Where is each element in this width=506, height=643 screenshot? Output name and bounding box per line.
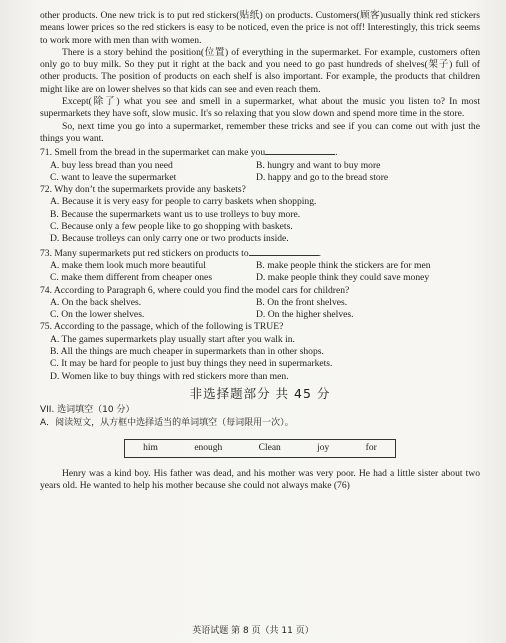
word-option: for — [365, 443, 377, 454]
option-row — [40, 297, 480, 309]
option-row — [40, 272, 480, 284]
question-stem — [40, 285, 480, 297]
question-stem-text: 71. Smell from the bread in the supermarket can make you — [40, 147, 266, 159]
option-row — [40, 260, 480, 272]
question-stem: 71. Smell from the bread in the supermarket can make you . — [40, 147, 338, 159]
passage-paragraph: other products. One new trick is to put red stickers(贴纸) on products. Customers(顾客)usually think red stickers means lower prices so the red stickers is easy to be noticed, even the price is not off! Interestingly, this trick seems to work more with men than with women. — [40, 10, 480, 46]
page-footer: 英语试题 第 8 页（共 11 页） — [192, 625, 314, 636]
part-instruction: A．阅读短文，从方框中选择适当的单词填空（每词限用一次）。 — [40, 417, 294, 428]
question-stem — [40, 184, 480, 196]
answer-option: B. On the front shelves. — [256, 296, 348, 308]
answer-option: C. Because only a few people like to go shopping with baskets. — [50, 221, 293, 233]
answer-option: A. buy less bread than you need — [50, 159, 173, 171]
answer-option: D. Because trolleys can only carry one or two products inside. — [50, 233, 289, 245]
answer-option: A. make them look much more beautiful — [50, 259, 206, 271]
question-stem — [40, 321, 480, 333]
answer-option: D. On the higher shelves. — [256, 309, 354, 321]
answer-option: C. On the lower shelves. — [50, 309, 145, 321]
answer-option: A. The games supermarkets play usually start after you walk in. — [50, 333, 295, 345]
part-heading: VII. 选词填空（10 分） — [40, 405, 135, 416]
answer-option: B. Because the supermarkets want us to use trolleys to buy more. — [50, 208, 301, 220]
question-stem-text: 74. According to Paragraph 6, where could you find the model cars for children? — [40, 284, 350, 296]
answer-option: C. make them different from cheaper ones — [50, 272, 213, 284]
cloze-paragraph: Henry was a kind boy. His father was dead, and his mother was very poor. He had a little sister about two years old. He wanted to help his mother because she could not always make (76) — [40, 467, 480, 492]
answer-option: B. All the things are much cheaper in supermarkets than in other shops. — [50, 346, 324, 358]
answer-option: D. make people think they could save money — [256, 272, 430, 284]
option-row — [40, 172, 480, 184]
question-75 — [40, 321, 480, 382]
answer-option: A. Because it is very easy for people to carry baskets when shopping. — [50, 196, 317, 208]
question-stem-text: 72. Why don’t the supermarkets provide any baskets? — [40, 184, 246, 196]
answer-blank — [265, 145, 335, 155]
passage-paragraph: There is a story behind the position(位置) of everything in the supermarket. For example, customers often only go to buy milk. So they put it right at the back and you need to go past hundreds of shelves(架子) full of other products. The position of products on each shelf is also important. For example, the products that children might like are on lower shelves so that kids can see and even reach them. — [40, 46, 480, 95]
question-74 — [40, 285, 480, 322]
answer-option: D. Women like to buy things with red stickers more than men. — [50, 370, 289, 382]
answer-option: D. happy and go to the bread store — [256, 171, 389, 183]
option-row — [40, 309, 480, 321]
word-option: Clean — [258, 443, 281, 454]
section-title: 非选择题部分 共 45 分 — [189, 385, 331, 401]
question-71 — [40, 145, 480, 184]
question-73 — [40, 246, 480, 285]
answer-option: A. On the back shelves. — [50, 296, 142, 308]
word-box — [124, 439, 396, 458]
option-row — [40, 160, 480, 172]
question-list — [40, 145, 480, 383]
passage-paragraph: Except(除了) what you see and smell in a supermarket, what about the music you listen to? In most supermarkets they have soft, slow music. It's so relaxing that you slow down and spend more time in the store. — [40, 96, 480, 120]
answer-blank — [249, 246, 319, 256]
answer-option: C. It may be hard for people to just buy things they need in supermarkets. — [50, 358, 333, 370]
question-stem: 73. Many supermarkets put red stickers on products to . — [40, 247, 322, 259]
answer-option: B. make people think the stickers are for men — [256, 259, 431, 271]
word-option: him — [143, 443, 158, 454]
question-stem-text: 75. According to the passage, which of the following is TRUE? — [40, 321, 284, 333]
word-option: joy — [317, 443, 330, 454]
question-stem-text: 73. Many supermarkets put red stickers on products to — [40, 247, 249, 259]
answer-option: B. hungry and want to buy more — [256, 159, 381, 171]
passage-paragraph: So, next time you go into a supermarket, remember these tricks and see if you can come out with just the things you want. — [40, 120, 480, 144]
answer-option: C. want to leave the supermarket — [50, 171, 177, 183]
word-option: enough — [194, 443, 223, 454]
question-72 — [40, 184, 480, 245]
